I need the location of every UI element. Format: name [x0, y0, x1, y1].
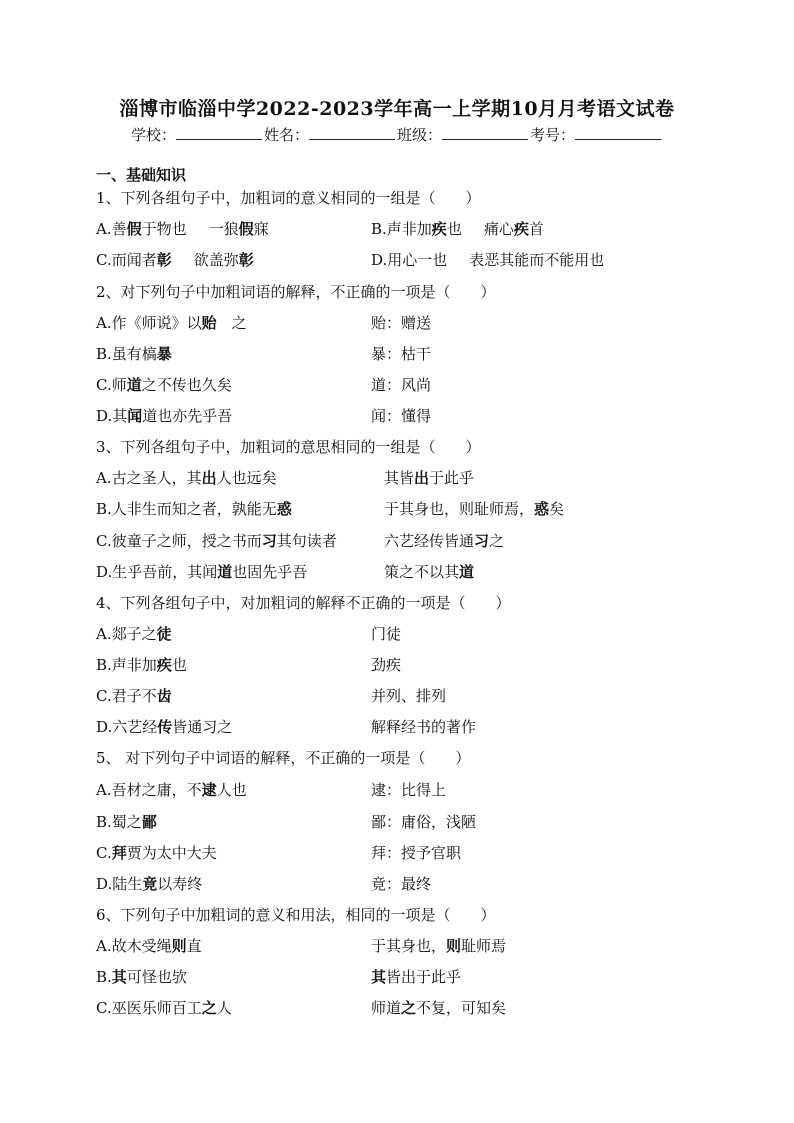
option-text: A.吾材之庸，不逮人也 [96, 781, 247, 799]
option-compare: 六艺经传皆通习之 [384, 532, 505, 550]
option-explanation: 拜：授予官职 [371, 844, 462, 862]
question-stem: 4、下列各组句子中，对加粗词的解释不正确的一项是（ ） [96, 594, 511, 612]
option-text: C.拜贾为太中大夫 [96, 844, 217, 862]
option-text: C.君子不齿 [96, 687, 172, 705]
option-text: C.师道之不传也久矣 [96, 376, 232, 394]
option-compare: 于其身也，则耻师焉 [371, 937, 507, 955]
question-stem: 5、 对下列句子中词语的解释，不正确的一项是（ ） [96, 749, 471, 767]
option-text: B.蜀之鄙 [96, 813, 157, 831]
option-explanation: 门徒 [371, 625, 402, 643]
option-text: A.作《师说》以贻 之 [96, 314, 247, 332]
option-right: D.用心一也 表恶其能而不能用也 [371, 251, 605, 269]
option-compare: 其皆出于此乎 [371, 968, 462, 986]
option-compare: 师道之不复，可知矣 [371, 999, 507, 1017]
option-text: B.其可怪也欤 [96, 968, 187, 986]
option-explanation: 道：风尚 [371, 376, 432, 394]
option-text: B.人非生而知之者，孰能无惑 [96, 500, 292, 518]
question-stem: 3、下列各组句子中，加粗词的意思相同的一组是（ ） [96, 438, 481, 456]
option-text: B.虽有槁暴 [96, 345, 172, 363]
class-label: 班级： [397, 126, 443, 144]
option-left: C.而闻者彰 欲盖弥彰 [96, 251, 254, 269]
option-text: A.郯子之徒 [96, 625, 172, 643]
option-compare: 于其身也，则耻师焉，惑矣 [384, 500, 565, 518]
option-text: D.其闻道也亦先乎吾 [96, 407, 233, 425]
option-explanation: 贻：赠送 [371, 314, 432, 332]
option-text: A.古之圣人，其出人也远矣 [96, 469, 277, 487]
option-text: C.巫医乐师百工之人 [96, 999, 232, 1017]
student-info-line [0, 124, 794, 145]
exam-no-label: 考号： [530, 126, 576, 144]
school-label: 学校： [130, 126, 176, 144]
page-title: 淄博市临淄中学2022-2023学年高一上学期10月月考语文试卷 [119, 98, 675, 120]
section-heading: 一、基础知识 [96, 166, 187, 184]
option-text: A.故木受绳则直 [96, 937, 202, 955]
question-stem: 6、下列句子中加粗词的意义和用法，相同的一项是（ ） [96, 906, 496, 924]
option-explanation: 解释经书的著作 [371, 718, 477, 736]
name-blank[interactable] [309, 125, 395, 140]
question-stem: 2、对下列句子中加粗词语的解释，不正确的一项是（ ） [96, 283, 496, 301]
option-explanation: 逮：比得上 [371, 781, 447, 799]
option-explanation: 暴：枯干 [371, 345, 432, 363]
name-label: 姓名： [263, 126, 309, 144]
school-blank[interactable] [176, 125, 262, 140]
option-right: B.声非加疾也 痛心疾首 [371, 220, 544, 238]
option-text: D.陆生竟以寿终 [96, 875, 203, 893]
option-left: A.善假于物也 一狼假寐 [96, 220, 269, 238]
option-explanation: 闻：懂得 [371, 407, 432, 425]
option-explanation: 劲疾 [371, 656, 402, 674]
option-text: D.六艺经传皆通习之 [96, 718, 233, 736]
option-text: B.声非加疾也 [96, 656, 187, 674]
question-stem: 1、下列各组句子中，加粗词的意义相同的一组是（ ） [96, 189, 481, 207]
option-explanation: 并列、排列 [371, 687, 447, 705]
option-explanation: 鄙：庸俗，浅陋 [371, 813, 477, 831]
option-explanation: 竟：最终 [371, 875, 432, 893]
option-text: D.生乎吾前，其闻道也固先乎吾 [96, 563, 308, 581]
exam-no-blank[interactable] [575, 125, 661, 140]
option-text: C.彼童子之师，授之书而习其句读者 [96, 532, 337, 550]
class-blank[interactable] [442, 125, 528, 140]
option-compare: 策之不以其道 [384, 563, 475, 581]
option-compare: 其皆出于此乎 [384, 469, 475, 487]
